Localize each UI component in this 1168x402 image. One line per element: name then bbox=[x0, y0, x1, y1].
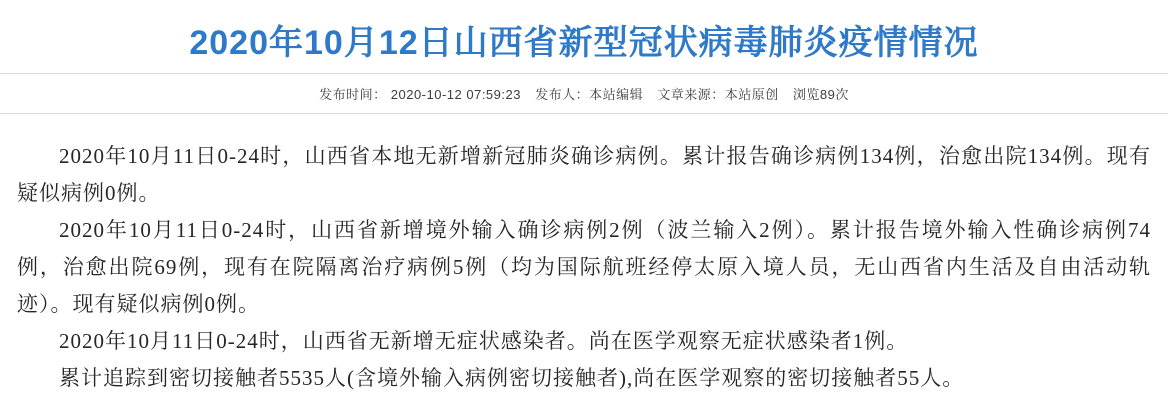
meta-publisher: 发布人：本站编辑 bbox=[535, 86, 644, 102]
paragraph-imported-cases: 2020年10月11日0-24时，山西省新增境外输入确诊病例2例（波兰输入2例）。累计报告境外输入性确诊病例74例，治愈出院69例，现有在院隔离治疗病例5例（均为国际航班经停太原入境人员，无山西省内生活及自由活动轨迹）。现有疑似病例0例。 bbox=[17, 217, 1151, 316]
meta-source: 文章来源：本站原创 bbox=[657, 86, 779, 102]
article-body bbox=[0, 114, 1168, 397]
meta-views-count: 浏览89次 bbox=[792, 86, 849, 102]
paragraph-asymptomatic-cases: 2020年10月11日0-24时，山西省无新增无症状感染者。尚在医学观察无症状感染者1例。 bbox=[59, 328, 909, 353]
meta-publish-time: 发布时间： 2020-10-12 07:59:23 bbox=[319, 86, 521, 102]
article-meta-bar bbox=[0, 74, 1168, 113]
paragraph-local-cases: 2020年10月11日0-24时，山西省本地无新增新冠肺炎确诊病例。累计报告确诊病例134例，治愈出院134例。现有疑似病例0例。 bbox=[17, 143, 1151, 205]
page-title: 2020年10月12日山西省新型冠状病毒肺炎疫情情况 bbox=[189, 24, 979, 62]
paragraph-close-contacts: 累计追踪到密切接触者5535人(含境外输入病例密切接触者),尚在医学观察的密切接触者55人。 bbox=[59, 365, 965, 390]
